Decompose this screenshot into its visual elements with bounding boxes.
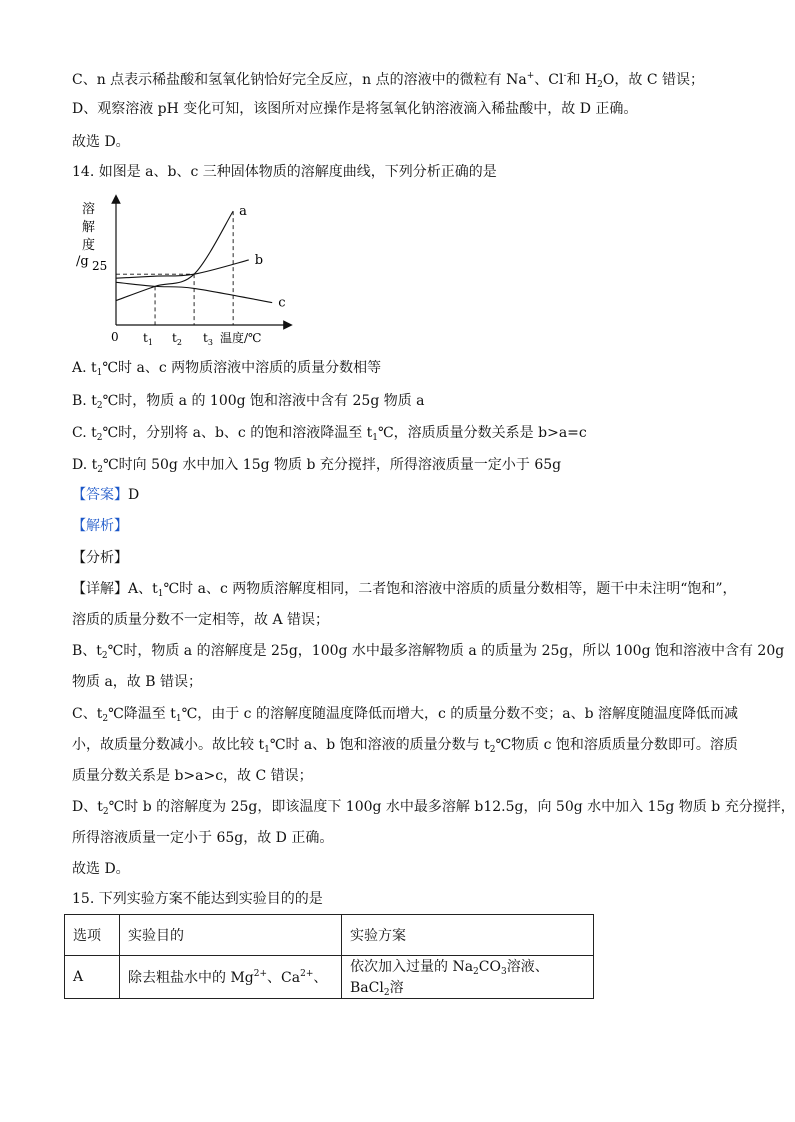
ylabel-char-4: /g: [76, 254, 89, 269]
ylabel-char-1: 溶: [82, 202, 96, 217]
answer-line: [72, 486, 139, 504]
row-a-option: A: [65, 956, 120, 999]
origin-label: 0: [111, 330, 119, 344]
detail-a-line2: 溶质的质量分数不一定相等，故 A 错误；: [72, 612, 330, 628]
detail-d-line2: 所得溶液质量一定小于 65g，故 D 正确。: [72, 830, 334, 846]
q14-option-c[interactable]: C. $t_2℃$时，分别将 a、b、c 的饱和溶液降温至 $t_1℃$，溶质质量分数关系是 b>a=c: [72, 425, 587, 443]
ylabel-char-2: 解: [82, 220, 96, 235]
curve-label-b: b: [254, 252, 264, 268]
row-a-plan: 依次加入过量的 $Na_2CO_3$溶液、BaCl$_2$溶: [342, 956, 594, 999]
answer-tag: 【答案】: [72, 487, 128, 503]
answer-value: D: [128, 487, 140, 503]
analysis-tag: 【解析】: [72, 518, 128, 534]
xlabel: 温度/℃: [220, 331, 262, 345]
prev-option-c: C、n 点表示稀盐酸和氢氧化钠恰好完全反应，n 点的溶液中的微粒有 Na+、Cl-和 $H_2O$，故 C 错误；: [72, 71, 704, 90]
q14-option-d[interactable]: D. $t_2℃$时向 50g 水中加入 15g 物质 b 充分搅拌，所得溶液质量一定小于 65g: [72, 457, 562, 475]
solubility-chart: [76, 195, 295, 350]
curve-label-a: a: [239, 204, 247, 220]
detail-a-line1: 【详解】A、$t_1℃$时 a、c 两物质溶解度相同，二者饱和溶液中溶质的质量分数相等，题干中未注明“饱和”，: [72, 581, 737, 599]
q14-stem: 14. 如图是 a、b、c 三种固体物质的溶解度曲线，下列分析正确的是: [72, 164, 497, 180]
detail-c-line2: 小，故质量分数减小。故比较 $t_1℃$时 a、b 饱和溶液的质量分数与 $t_2℃$物质 c 饱和溶质质量分数即可。溶质: [72, 737, 738, 755]
q14-option-a[interactable]: A. $t_1℃$时 a、c 两物质溶液中溶质的质量分数相等: [72, 360, 382, 378]
detail-c-line1: C、$t_2℃$降温至 $t_1℃$，由于 c 的溶解度随温度降低而增大，c 的质量分数不变；a、b 溶解度随温度降低而减: [72, 706, 739, 724]
table-header-row: [65, 915, 594, 956]
header-plan: 实验方案: [342, 915, 594, 956]
ytick-25: 25: [92, 259, 108, 273]
fenxi-tag: 【分析】: [72, 550, 128, 566]
detail-c-line3: 质量分数关系是 b>a>c，故 C 错误；: [72, 768, 313, 784]
curve-label-c: c: [278, 295, 286, 311]
xtick-t2: $t_2$: [172, 331, 182, 347]
q15-stem: 15. 下列实验方案不能达到实验目的的是: [72, 891, 323, 907]
detail-choose: 故选 D。: [72, 861, 130, 877]
detail-b-line2: 物质 a，故 B 错误；: [72, 674, 202, 690]
q15-table: [64, 914, 594, 999]
q14-option-b[interactable]: B. $t_2℃$时，物质 a 的 100g 饱和溶液中含有 25g 物质 a: [72, 393, 425, 411]
detail-d-line1: D、$t_2℃$时 b 的溶解度为 25g，即该温度下 100g 水中最多溶解 b12.5g，向 50g 水中加入 15g 物质 b 充分搅拌，: [72, 799, 795, 817]
curve-b: [116, 260, 249, 278]
header-goal: 实验目的: [120, 915, 342, 956]
table-row: [65, 956, 594, 999]
header-option: 选项: [65, 915, 120, 956]
prev-choose: 故选 D。: [72, 134, 130, 150]
ylabel-char-3: 度: [82, 238, 96, 253]
xtick-t3: $t_3$: [203, 331, 213, 347]
prev-option-d: D、观察溶液 pH 变化可知，该图所对应操作是将氢氧化钠溶液滴入稀盐酸中，故 D 正确。: [72, 101, 638, 117]
detail-b-line1: B、$t_2℃$时，物质 a 的溶解度是 25g，100g 水中最多溶解物质 a 的质量为 25g，所以 100g 饱和溶液中含有 20g: [72, 643, 785, 661]
xtick-t1: $t_1$: [143, 331, 153, 347]
row-a-goal: 除去粗盐水中的 $Mg^{2+}$、$Ca^{2+}$、: [120, 956, 342, 999]
